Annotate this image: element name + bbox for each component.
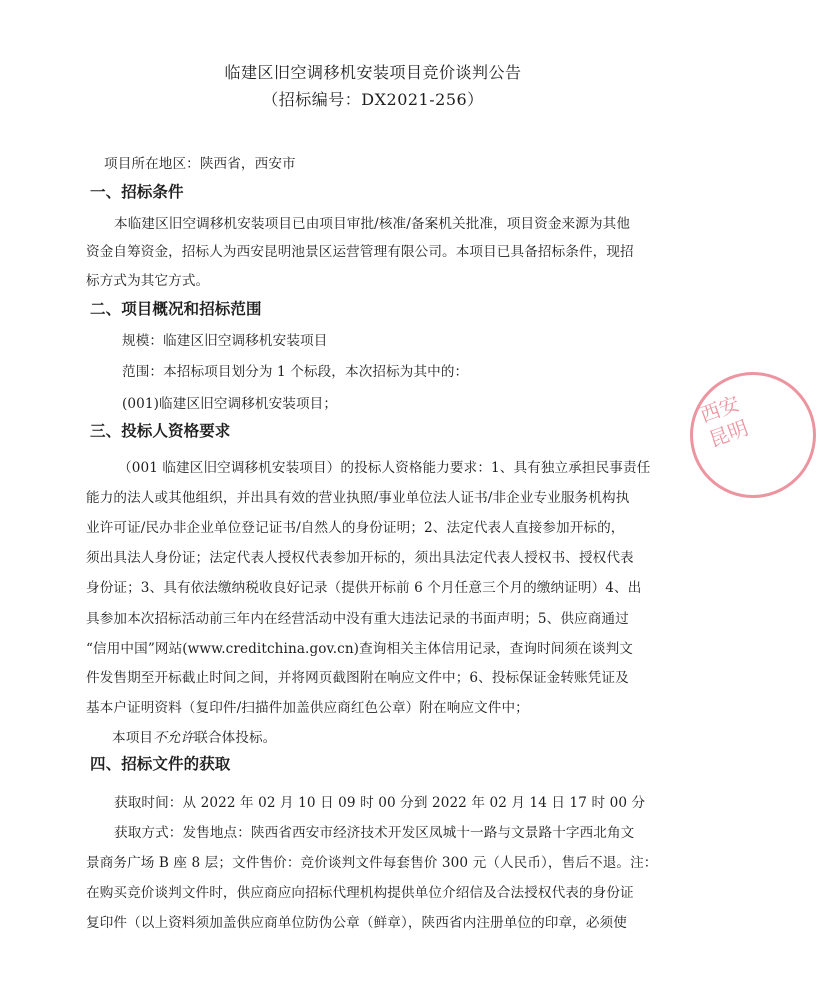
project-scope: 范围：本招标项目划分为 1 个标段，本次招标为其中的： [122, 364, 469, 380]
qualification-line: （001 临建区旧空调移机安装项目）的投标人资格能力要求：1、具有独立承担民事责任 [118, 460, 651, 476]
section-1-paragraph-line: 本临建区旧空调移机安装项目已由项目审批/核准/备案机关批准，项目资金来源为其他 [114, 216, 631, 232]
project-scale: 规模：临建区旧空调移机安装项目 [122, 333, 328, 349]
acquisition-method-line: 在购买竞价谈判文件时，供应商应向招标代理机构提供单位介绍信及合法授权代表的身份证 [86, 885, 634, 901]
consortium-prefix: 本项目 [112, 730, 154, 746]
qualification-line: 基本户证明资料（复印件/扫描件加盖供应商红色公章）附在响应文件中； [86, 700, 529, 716]
acquisition-method-line: 复印件（以上资料须加盖供应商单位防伪公章（鲜章），陕西省内注册单位的印章，必须使 [86, 915, 627, 931]
qualification-line: 件发售期至开标截止时间之间，并将网页截图附在响应文件中；6、投标保证金转账凭证及 [86, 670, 629, 686]
section-1-paragraph-line: 标方式为其它方式。 [86, 273, 210, 289]
section-4-heading: 四、招标文件的获取 [90, 754, 231, 773]
acquisition-method-line: 获取方式：发售地点：陕西省西安市经济技术开发区凤城十一路与文景路十字西北角文 [114, 825, 635, 841]
acquisition-time: 获取时间：从 2022 年 02 月 10 日 09 时 00 分到 2022 年 02 月 14 日 17 时 00 分 [114, 795, 646, 811]
qualification-line: 能力的法人或其他组织，并出具有效的营业执照/事业单位法人证书/非企业专业服务机构执 [86, 490, 630, 506]
qualification-line: “信用中国”网站(www.creditchina.gov.cn)查询相关主体信用记录，查询时间须在谈判文 [86, 641, 633, 657]
consortium-emphasis: 不允许 [153, 730, 195, 746]
section-1-paragraph-line: 资金自筹资金，招标人为西安昆明池景区运营管理有限公司。本项目已具备招标条件，现招 [86, 244, 634, 260]
qualification-line: 须出具法人身份证；法定代表人授权代表参加开标的，须出具法定代表人授权书、授权代表 [86, 550, 634, 566]
project-location: 项目所在地区：陕西省，西安市 [104, 156, 296, 172]
consortium-notice [112, 726, 688, 746]
qualification-line: 身份证；3、具有依法缴纳税收良好记录（提供开标前 6 个月任意三个月的缴纳证明）4、出 [86, 580, 642, 596]
acquisition-method-line: 景商务广场 B 座 8 层；文件售价：竞价谈判文件每套售价 300 元（人民币），售后不退。注： [86, 855, 658, 871]
section-2-heading: 二、项目概况和招标范围 [90, 299, 262, 318]
section-3-heading: 三、投标人资格要求 [90, 421, 231, 440]
section-1-heading: 一、招标条件 [90, 182, 184, 201]
qualification-line: 具参加本次招标活动前三年内在经营活动中没有重大违法记录的书面声明；5、供应商通过 [86, 611, 629, 627]
project-lot: (001)临建区旧空调移机安装项目； [122, 396, 338, 412]
consortium-suffix: 联合体投标。 [194, 730, 277, 746]
tender-number: （招标编号：DX2021-256） [262, 90, 484, 109]
document-title: 临建区旧空调移机安装项目竞价谈判公告 [224, 63, 522, 82]
qualification-line: 业许可证/民办非企业单位登记证书/自然人的身份证明；2、法定代表人直接参加开标的， [86, 520, 625, 536]
red-seal-stamp-text: 西安昆明 [696, 391, 752, 452]
